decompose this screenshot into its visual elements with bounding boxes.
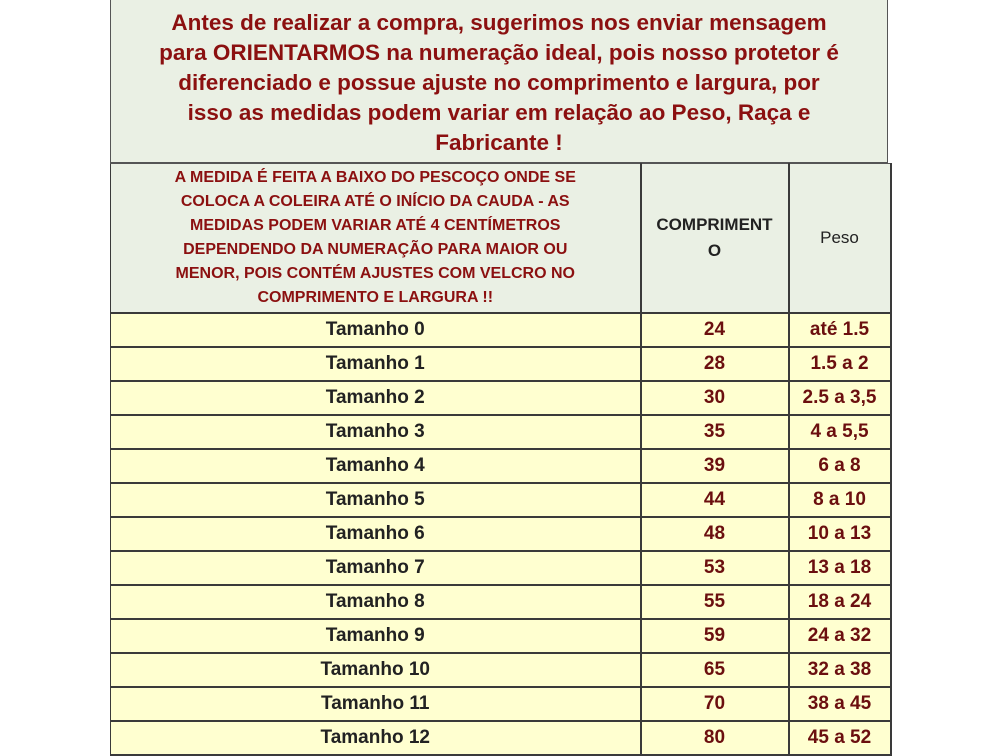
- column-header-comprimento-line: O: [707, 241, 722, 260]
- table-row: [111, 347, 891, 381]
- weight-cell: 24 a 32: [789, 619, 891, 653]
- size-cell: Tamanho 11: [111, 687, 641, 721]
- size-cell: Tamanho 4: [111, 449, 641, 483]
- notice-line: isso as medidas podem variar em relação ao Peso, Raça e: [187, 100, 811, 125]
- table-row: [111, 517, 891, 551]
- column-header-peso: Peso: [789, 164, 891, 314]
- weight-cell: 8 a 10: [789, 483, 891, 517]
- size-cell: Tamanho 2: [111, 381, 641, 415]
- weight-cell: 38 a 45: [789, 687, 891, 721]
- length-cell: 28: [641, 347, 789, 381]
- table-row: [111, 313, 891, 347]
- length-cell: 35: [641, 415, 789, 449]
- table-row: [111, 551, 891, 585]
- length-cell: 55: [641, 585, 789, 619]
- size-cell: Tamanho 3: [111, 415, 641, 449]
- length-cell: 70: [641, 687, 789, 721]
- notice-line: para ORIENTARMOS na numeração ideal, pois nosso protetor é: [159, 40, 839, 65]
- weight-cell: 18 a 24: [789, 585, 891, 619]
- weight-cell: 10 a 13: [789, 517, 891, 551]
- table-row: [111, 619, 891, 653]
- length-cell: 53: [641, 551, 789, 585]
- table-row: [111, 585, 891, 619]
- length-cell: 44: [641, 483, 789, 517]
- instruction-line: A MEDIDA É FEITA A BAIXO DO PESCOÇO ONDE SE: [174, 169, 576, 186]
- size-cell: Tamanho 8: [111, 585, 641, 619]
- weight-cell: 6 a 8: [789, 449, 891, 483]
- notice-line: Antes de realizar a compra, sugerimos nos enviar mensagem: [171, 10, 827, 35]
- weight-cell: 4 a 5,5: [789, 415, 891, 449]
- length-cell: 24: [641, 313, 789, 347]
- length-cell: 65: [641, 653, 789, 687]
- size-cell: Tamanho 12: [111, 721, 641, 755]
- instruction-line: COLOCA A COLEIRA ATÉ O INÍCIO DA CAUDA - AS: [180, 193, 570, 210]
- table-row: [111, 415, 891, 449]
- length-cell: 80: [641, 721, 789, 755]
- length-cell: 30: [641, 381, 789, 415]
- size-chart-sheet: [110, 0, 890, 750]
- size-table: [110, 163, 892, 756]
- table-row: [111, 687, 891, 721]
- size-cell: Tamanho 10: [111, 653, 641, 687]
- weight-cell: 1.5 a 2: [789, 347, 891, 381]
- table-row: [111, 483, 891, 517]
- column-header-comprimento: [641, 164, 789, 314]
- size-cell: Tamanho 6: [111, 517, 641, 551]
- size-cell: Tamanho 1: [111, 347, 641, 381]
- weight-cell: 32 a 38: [789, 653, 891, 687]
- table-header-row: [111, 164, 891, 314]
- length-cell: 48: [641, 517, 789, 551]
- size-cell: Tamanho 7: [111, 551, 641, 585]
- measurement-instructions: [111, 164, 641, 314]
- instruction-line: MENOR, POIS CONTÉM AJUSTES COM VELCRO NO: [175, 265, 575, 282]
- instruction-line: MEDIDAS PODEM VARIAR ATÉ 4 CENTÍMETROS: [190, 217, 561, 234]
- table-row: [111, 653, 891, 687]
- size-cell: Tamanho 5: [111, 483, 641, 517]
- length-cell: 59: [641, 619, 789, 653]
- size-cell: Tamanho 9: [111, 619, 641, 653]
- size-cell: Tamanho 0: [111, 313, 641, 347]
- weight-cell: 2.5 a 3,5: [789, 381, 891, 415]
- table-body: [111, 313, 891, 755]
- weight-cell: 13 a 18: [789, 551, 891, 585]
- column-header-comprimento-line: COMPRIMENT: [656, 215, 773, 234]
- instruction-line: COMPRIMENTO E LARGURA !!: [257, 289, 494, 306]
- length-cell: 39: [641, 449, 789, 483]
- instruction-line: DEPENDENDO DA NUMERAÇÃO PARA MAIOR OU: [183, 241, 568, 258]
- table-row: [111, 381, 891, 415]
- weight-cell: 45 a 52: [789, 721, 891, 755]
- table-row: [111, 449, 891, 483]
- purchase-notice: [110, 0, 888, 163]
- notice-line: diferenciado e possue ajuste no comprimento e largura, por: [178, 70, 820, 95]
- notice-line: Fabricante !: [435, 130, 563, 155]
- weight-cell: até 1.5: [789, 313, 891, 347]
